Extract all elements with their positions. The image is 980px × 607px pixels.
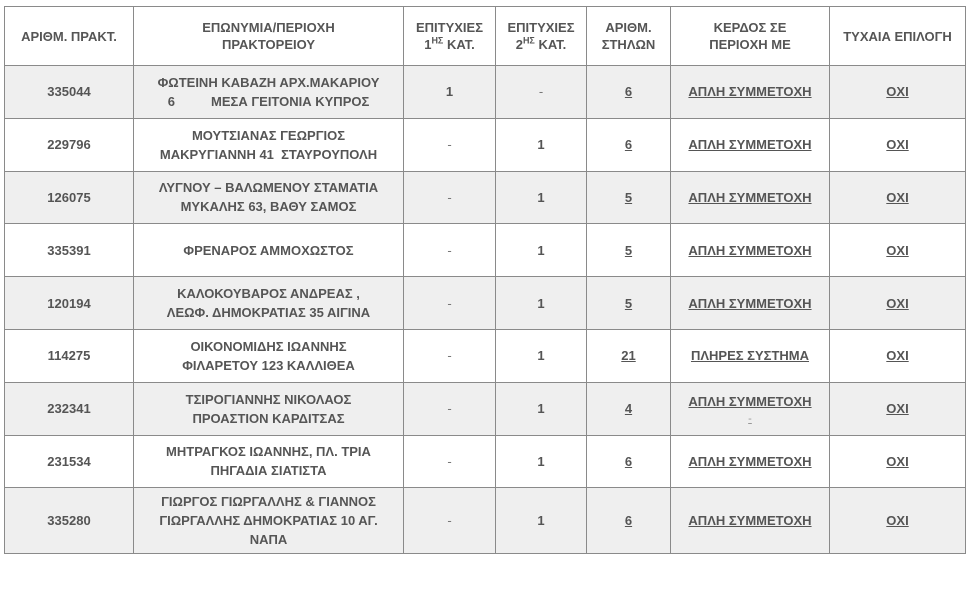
table-row [5,171,966,224]
gain-type-cell [671,171,830,224]
first-category-cell: - [404,488,496,554]
columns-link[interactable]: 4 [624,401,633,417]
columns-link[interactable]: 5 [624,242,633,258]
random-pick-cell [830,435,966,488]
first-category-cell: - [404,277,496,330]
second-category-cell: 1 [496,171,587,224]
header-gain-type: ΚΕΡΔΟΣ ΣΕ ΠΕΡΙΟΧΗ ΜΕ [671,7,830,66]
gain-type-cell [671,435,830,488]
header-first-category: ΕΠΙΤΥΧΙΕΣ $1^{H\Sigma}$ ΚΑΤ. [404,7,496,66]
columns-count-cell [587,171,671,224]
columns-link[interactable]: 6 [624,137,633,153]
header-agency-name: ΕΠΩΝΥΜΙΑ/ΠΕΡΙΟΧΗ ΠΡΑΚΤΟΡΕΙΟΥ [134,7,404,66]
first-category-cell: 1 [404,66,496,119]
columns-link[interactable]: 5 [624,189,633,205]
agency-number-cell: 229796 [5,118,134,171]
agency-name-cell: ΟΙΚΟΝΟΜΙΔΗΣ ΙΩΑΝΝΗΣ ΦΙΛΑΡΕΤΟΥ 123 ΚΑΛΛΙΘΕΑ [134,329,404,382]
second-category-cell: 1 [496,435,587,488]
random-pick-link[interactable]: ΟΧΙ [886,513,909,529]
agency-number-cell: 120194 [5,277,134,330]
gain-type-link[interactable]: ΠΛΗΡΕΣ ΣΥΣΤΗΜΑ [690,348,810,364]
random-pick-cell [830,118,966,171]
table-row [5,382,966,435]
random-pick-link[interactable]: ΟΧΙ [886,295,909,311]
random-pick-cell [830,66,966,119]
second-category-cell: 1 [496,224,587,277]
agency-name-cell: ΜΗΤΡΑΓΚΟΣ ΙΩΑΝΝΗΣ, ΠΛ. ΤΡΙΑ ΠΗΓΑΔΙΑ ΣΙΑΤΙΣΤΑ [134,435,404,488]
header-row [5,7,966,66]
agency-number-cell: 335280 [5,488,134,554]
random-pick-cell [830,329,966,382]
random-pick-link[interactable]: ΟΧΙ [886,189,909,205]
random-pick-link[interactable]: ΟΧΙ [886,453,909,469]
gain-type-cell [671,66,830,119]
table-row [5,277,966,330]
random-pick-link[interactable]: ΟΧΙ [886,348,909,364]
agency-number-cell: 231534 [5,435,134,488]
first-category-cell: - [404,382,496,435]
gain-type-cell [671,488,830,554]
gain-type-link[interactable]: ΑΠΛΗ ΣΥΜΜΕΤΟΧΗ [688,84,812,100]
random-pick-cell [830,224,966,277]
agency-name-cell: ΜΟΥΤΣΙΑΝΑΣ ΓΕΩΡΓΙΟΣ ΜΑΚΡΥΓΙΑΝΝΗ 41 ΣΤΑΥΡΟΥΠΟΛΗ [134,118,404,171]
columns-count-cell [587,382,671,435]
gain-type-cell [671,277,830,330]
columns-link[interactable]: 6 [624,453,633,469]
table-row [5,435,966,488]
random-pick-link[interactable]: ΟΧΙ [886,401,909,417]
second-category-cell: 1 [496,382,587,435]
gain-type-link[interactable]: ΑΠΛΗ ΣΥΜΜΕΤΟΧΗ [688,453,812,469]
first-category-cell: - [404,171,496,224]
header-columns-count: ΑΡΙΘΜ. ΣΤΗΛΩΝ [587,7,671,66]
gain-type-link[interactable]: ΑΠΛΗ ΣΥΜΜΕΤΟΧΗ [688,137,812,153]
random-pick-cell [830,277,966,330]
first-category-cell: - [404,118,496,171]
agency-number-cell: 335044 [5,66,134,119]
columns-count-cell [587,118,671,171]
random-pick-cell [830,488,966,554]
header-random-pick: ΤΥΧΑΙΑ ΕΠΙΛΟΓΗ [830,7,966,66]
columns-count-cell [587,224,671,277]
table-row [5,118,966,171]
second-category-cell: 1 [496,488,587,554]
table-row [5,329,966,382]
agency-number-cell: 126075 [5,171,134,224]
winners-table [4,6,966,554]
random-pick-link[interactable]: ΟΧΙ [886,84,909,100]
random-pick-cell [830,171,966,224]
random-pick-cell [830,382,966,435]
columns-count-cell [587,435,671,488]
agency-name-cell: ΓΙΩΡΓΟΣ ΓΙΩΡΓΑΛΛΗΣ & ΓΙΑΝΝΟΣ ΓΙΩΡΓΑΛΛΗΣ ΔΗΜΟΚΡΑΤΙΑΣ 10 ΑΓ. ΝΑΠΑ [134,488,404,554]
gain-type-cell [671,224,830,277]
columns-count-cell [587,329,671,382]
gain-type-extra: - [748,412,752,425]
header-second-category: ΕΠΙΤΥΧΙΕΣ $2^{H\Sigma}$ ΚΑΤ. [496,7,587,66]
agency-number-cell: 114275 [5,329,134,382]
columns-link[interactable]: 21 [621,348,636,364]
agency-name-cell: ΚΑΛΟΚΟΥΒΑΡΟΣ ΑΝΔΡΕΑΣ , ΛΕΩΦ. ΔΗΜΟΚΡΑΤΙΑΣ 35 ΑΙΓΙΝΑ [134,277,404,330]
random-pick-link[interactable]: ΟΧΙ [886,242,909,258]
columns-count-cell [587,66,671,119]
second-category-cell: 1 [496,118,587,171]
table-row [5,488,966,554]
columns-link[interactable]: 6 [624,513,633,529]
second-category-cell: 1 [496,329,587,382]
gain-type-link[interactable]: ΑΠΛΗ ΣΥΜΜΕΤΟΧΗ [688,393,812,409]
header-agency-number: ΑΡΙΘΜ. ΠΡΑΚΤ. [5,7,134,66]
winners-table-container [4,6,966,554]
columns-count-cell [587,277,671,330]
gain-type-cell [671,118,830,171]
columns-count-cell [587,488,671,554]
gain-type-link[interactable]: ΑΠΛΗ ΣΥΜΜΕΤΟΧΗ [688,242,812,258]
second-category-cell: 1 [496,277,587,330]
agency-number-cell: 335391 [5,224,134,277]
first-category-cell: - [404,435,496,488]
agency-name-cell: ΦΡΕΝΑΡΟΣ ΑΜΜΟΧΩΣΤΟΣ [134,224,404,277]
agency-name-cell: ΦΩΤΕΙΝΗ ΚΑΒΑΖΗ ΑΡΧ.ΜΑΚΑΡΙΟΥ 6 ΜΕΣΑ ΓΕΙΤΟΝΙΑ ΚΥΠΡΟΣ [134,66,404,119]
agency-name-cell: ΛΥΓΝΟΥ – ΒΑΛΩΜΕΝΟΥ ΣΤΑΜΑΤΙΑ ΜΥΚΑΛΗΣ 63, ΒΑΘΥ ΣΑΜΟΣ [134,171,404,224]
columns-link[interactable]: 5 [624,295,633,311]
random-pick-link[interactable]: ΟΧΙ [886,137,909,153]
agency-name-cell: ΤΣΙΡΟΓΙΑΝΝΗΣ ΝΙΚΟΛΑΟΣ ΠΡΟΑΣΤΙΟΝ ΚΑΡΔΙΤΣΑΣ [134,382,404,435]
gain-type-link[interactable]: ΑΠΛΗ ΣΥΜΜΕΤΟΧΗ [688,295,812,311]
second-category-cell: - [496,66,587,119]
gain-type-cell [671,382,830,435]
table-row [5,66,966,119]
gain-type-cell [671,329,830,382]
table-row [5,224,966,277]
first-category-cell: - [404,329,496,382]
gain-type-link[interactable]: ΑΠΛΗ ΣΥΜΜΕΤΟΧΗ [688,513,812,529]
columns-link[interactable]: 6 [624,84,633,100]
gain-type-link[interactable]: ΑΠΛΗ ΣΥΜΜΕΤΟΧΗ [688,189,812,205]
agency-number-cell: 232341 [5,382,134,435]
first-category-cell: - [404,224,496,277]
